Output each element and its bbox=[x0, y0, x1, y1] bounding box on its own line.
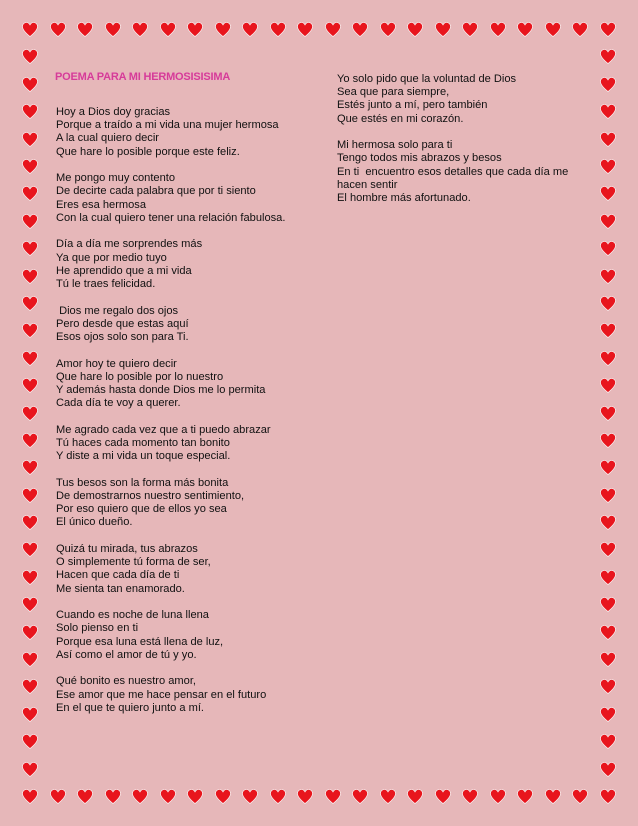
heart-icon bbox=[22, 625, 38, 640]
heart-icon bbox=[22, 49, 38, 64]
poem-line: Tú haces cada momento tan bonito bbox=[56, 437, 230, 450]
poem-line: Ese amor que me hace pensar en el futuro bbox=[56, 688, 267, 701]
heart-icon bbox=[22, 186, 38, 201]
poem-line: Me pongo muy contento bbox=[56, 172, 176, 185]
heart-icon bbox=[600, 488, 616, 503]
heart-icon bbox=[187, 789, 203, 804]
heart-icon bbox=[490, 22, 506, 37]
heart-icon bbox=[50, 22, 66, 37]
poem-stanza bbox=[56, 172, 356, 225]
heart-icon bbox=[132, 789, 148, 804]
heart-icon bbox=[435, 789, 451, 804]
heart-icon bbox=[545, 789, 561, 804]
heart-icon bbox=[77, 789, 93, 804]
heart-icon bbox=[215, 789, 231, 804]
heart-icon bbox=[600, 460, 616, 475]
heart-icon bbox=[215, 22, 231, 37]
poem-line: Que estés en mi corazón. bbox=[337, 112, 464, 125]
heart-icon bbox=[600, 351, 616, 366]
poem-line: El único dueño. bbox=[56, 516, 133, 529]
poem-line: Estés junto a mí, pero también bbox=[337, 99, 488, 112]
poem-line: Y además hasta donde Dios me lo permita bbox=[56, 384, 266, 397]
heart-icon bbox=[600, 22, 616, 37]
heart-icon bbox=[517, 22, 533, 37]
poem-line: Hoy a Dios doy gracias bbox=[56, 106, 171, 118]
poem-title: POEMA PARA MI HERMOSISISIMA bbox=[55, 71, 231, 83]
heart-icon bbox=[600, 762, 616, 777]
poem-line: Cuando es noche de luna llena bbox=[56, 609, 209, 622]
heart-icon bbox=[22, 378, 38, 393]
heart-icon bbox=[22, 22, 38, 37]
poem-line: Yo solo pido que la voluntad de Dios bbox=[337, 73, 517, 85]
heart-icon bbox=[600, 378, 616, 393]
heart-icon bbox=[600, 707, 616, 722]
heart-icon bbox=[325, 789, 341, 804]
heart-icon bbox=[22, 652, 38, 667]
heart-icon bbox=[490, 789, 506, 804]
heart-icon bbox=[600, 296, 616, 311]
heart-icon bbox=[517, 789, 533, 804]
poem-line: Mi hermosa solo para ti bbox=[337, 139, 453, 152]
poem-left-column bbox=[56, 106, 356, 728]
heart-icon bbox=[22, 323, 38, 338]
poem-line: Porque a traído a mi vida una mujer hermosa bbox=[56, 119, 279, 132]
heart-icon bbox=[600, 214, 616, 229]
poem-line: Amor hoy te quiero decir bbox=[56, 357, 177, 370]
heart-icon bbox=[297, 22, 313, 37]
heart-icon bbox=[297, 789, 313, 804]
poem-stanza bbox=[56, 305, 356, 345]
heart-icon bbox=[187, 22, 203, 37]
poem-line: Tú le traes felicidad. bbox=[56, 278, 156, 291]
heart-icon bbox=[22, 406, 38, 421]
heart-icon bbox=[242, 22, 258, 37]
heart-icon bbox=[600, 679, 616, 694]
poem-line: Ya que por medio tuyo bbox=[56, 251, 167, 264]
poem-stanza bbox=[56, 477, 356, 530]
poem-line: Pero desde que estas aquí bbox=[56, 317, 189, 330]
heart-icon bbox=[132, 22, 148, 37]
heart-icon bbox=[22, 762, 38, 777]
poem-line: Tus besos son la forma más bonita bbox=[56, 476, 229, 489]
poem-stanza bbox=[337, 73, 597, 126]
heart-icon bbox=[600, 542, 616, 557]
heart-icon bbox=[22, 104, 38, 119]
poem-stanza bbox=[56, 543, 356, 596]
heart-icon bbox=[22, 460, 38, 475]
poem-line: De demostrarnos nuestro sentimiento, bbox=[56, 490, 245, 503]
heart-icon bbox=[22, 214, 38, 229]
heart-icon bbox=[600, 734, 616, 749]
heart-icon bbox=[22, 351, 38, 366]
heart-icon bbox=[22, 488, 38, 503]
heart-icon bbox=[352, 22, 368, 37]
heart-icon bbox=[270, 22, 286, 37]
poem-line: Que hare lo posible por lo nuestro bbox=[56, 370, 224, 383]
poem-line: Me agrado cada vez que a ti puedo abrazar bbox=[56, 423, 271, 436]
heart-icon bbox=[105, 789, 121, 804]
heart-icon bbox=[600, 625, 616, 640]
heart-icon bbox=[22, 515, 38, 530]
heart-icon bbox=[600, 570, 616, 585]
heart-icon bbox=[22, 269, 38, 284]
poem-line: Dios me regalo dos ojos bbox=[56, 304, 179, 317]
heart-icon bbox=[572, 789, 588, 804]
heart-icon bbox=[600, 77, 616, 92]
poem-line: Me sienta tan enamorado. bbox=[56, 582, 185, 595]
poem-line: Sea que para siempre, bbox=[337, 86, 450, 99]
poem-line: Quizá tu mirada, tus abrazos bbox=[56, 543, 198, 556]
heart-icon bbox=[77, 22, 93, 37]
heart-icon bbox=[22, 296, 38, 311]
heart-icon bbox=[600, 186, 616, 201]
poem-stanza bbox=[56, 238, 356, 291]
poem-line: Día a día me sorprendes más bbox=[56, 238, 203, 251]
heart-icon bbox=[50, 789, 66, 804]
heart-icon bbox=[22, 570, 38, 585]
poem-line: Tengo todos mis abrazos y besos bbox=[337, 152, 502, 165]
poem-stanza bbox=[56, 424, 356, 464]
heart-icon bbox=[600, 159, 616, 174]
poem-line: Por eso quiero que de ellos yo sea bbox=[56, 503, 227, 516]
poem-line: A la cual quiero decir bbox=[56, 132, 159, 145]
poem-line: hacen sentir bbox=[337, 178, 398, 191]
heart-icon bbox=[22, 679, 38, 694]
poem-line: Cada día te voy a querer. bbox=[56, 397, 181, 410]
poem-line: O simplemente tú forma de ser, bbox=[56, 556, 211, 569]
poem-line: Y diste a mi vida un toque especial. bbox=[56, 450, 231, 463]
poem-stanza bbox=[56, 675, 356, 715]
heart-icon bbox=[600, 652, 616, 667]
heart-icon bbox=[572, 22, 588, 37]
poem-stanza bbox=[56, 358, 356, 411]
heart-icon bbox=[600, 515, 616, 530]
poem-line: Que hare lo posible porque este feliz. bbox=[56, 145, 240, 158]
poem-line: En el que te quiero junto a mí. bbox=[56, 701, 205, 714]
heart-icon bbox=[435, 22, 451, 37]
heart-icon bbox=[352, 789, 368, 804]
heart-icon bbox=[600, 132, 616, 147]
poem-stanza bbox=[56, 106, 356, 159]
poem-line: Solo pienso en ti bbox=[56, 622, 139, 635]
heart-icon bbox=[22, 241, 38, 256]
heart-icon bbox=[22, 433, 38, 448]
poem-line: Así como el amor de tú y yo. bbox=[56, 648, 197, 661]
heart-icon bbox=[160, 789, 176, 804]
heart-icon bbox=[600, 323, 616, 338]
heart-icon bbox=[270, 789, 286, 804]
heart-icon bbox=[22, 734, 38, 749]
poem-stanza bbox=[337, 139, 597, 205]
heart-icon bbox=[380, 22, 396, 37]
poem-line: De decirte cada palabra que por ti siento bbox=[56, 185, 256, 198]
heart-icon bbox=[22, 77, 38, 92]
heart-icon bbox=[545, 22, 561, 37]
poem-stanza bbox=[56, 609, 356, 662]
poem-line: He aprendido que a mi vida bbox=[56, 264, 192, 277]
poem-right-column bbox=[337, 73, 597, 219]
heart-icon bbox=[380, 789, 396, 804]
poem-page bbox=[40, 40, 598, 786]
poem-line: Con la cual quiero tener una relación fabulosa. bbox=[56, 211, 286, 224]
poem-line: Esos ojos solo son para Ti. bbox=[56, 331, 189, 344]
heart-icon bbox=[22, 132, 38, 147]
poem-line: Eres esa hermosa bbox=[56, 198, 147, 211]
heart-icon bbox=[600, 597, 616, 612]
heart-icon bbox=[22, 789, 38, 804]
heart-icon bbox=[462, 789, 478, 804]
heart-icon bbox=[242, 789, 258, 804]
heart-icon bbox=[22, 707, 38, 722]
poem-line: El hombre más afortunado. bbox=[337, 192, 471, 205]
heart-icon bbox=[600, 269, 616, 284]
heart-icon bbox=[600, 789, 616, 804]
heart-icon bbox=[600, 406, 616, 421]
heart-icon bbox=[325, 22, 341, 37]
heart-icon bbox=[600, 433, 616, 448]
heart-icon bbox=[160, 22, 176, 37]
poem-line: Qué bonito es nuestro amor, bbox=[56, 675, 196, 688]
poem-line: Porque esa luna está llena de luz, bbox=[56, 635, 224, 648]
heart-icon bbox=[22, 597, 38, 612]
heart-icon bbox=[600, 241, 616, 256]
heart-icon bbox=[407, 22, 423, 37]
poem-line: Hacen que cada día de ti bbox=[56, 569, 180, 582]
heart-icon bbox=[462, 22, 478, 37]
heart-icon bbox=[22, 542, 38, 557]
heart-icon bbox=[22, 159, 38, 174]
poem-line: En ti encuentro esos detalles que cada día me bbox=[337, 165, 569, 178]
heart-icon bbox=[600, 104, 616, 119]
heart-icon bbox=[105, 22, 121, 37]
heart-icon bbox=[600, 49, 616, 64]
heart-icon bbox=[407, 789, 423, 804]
